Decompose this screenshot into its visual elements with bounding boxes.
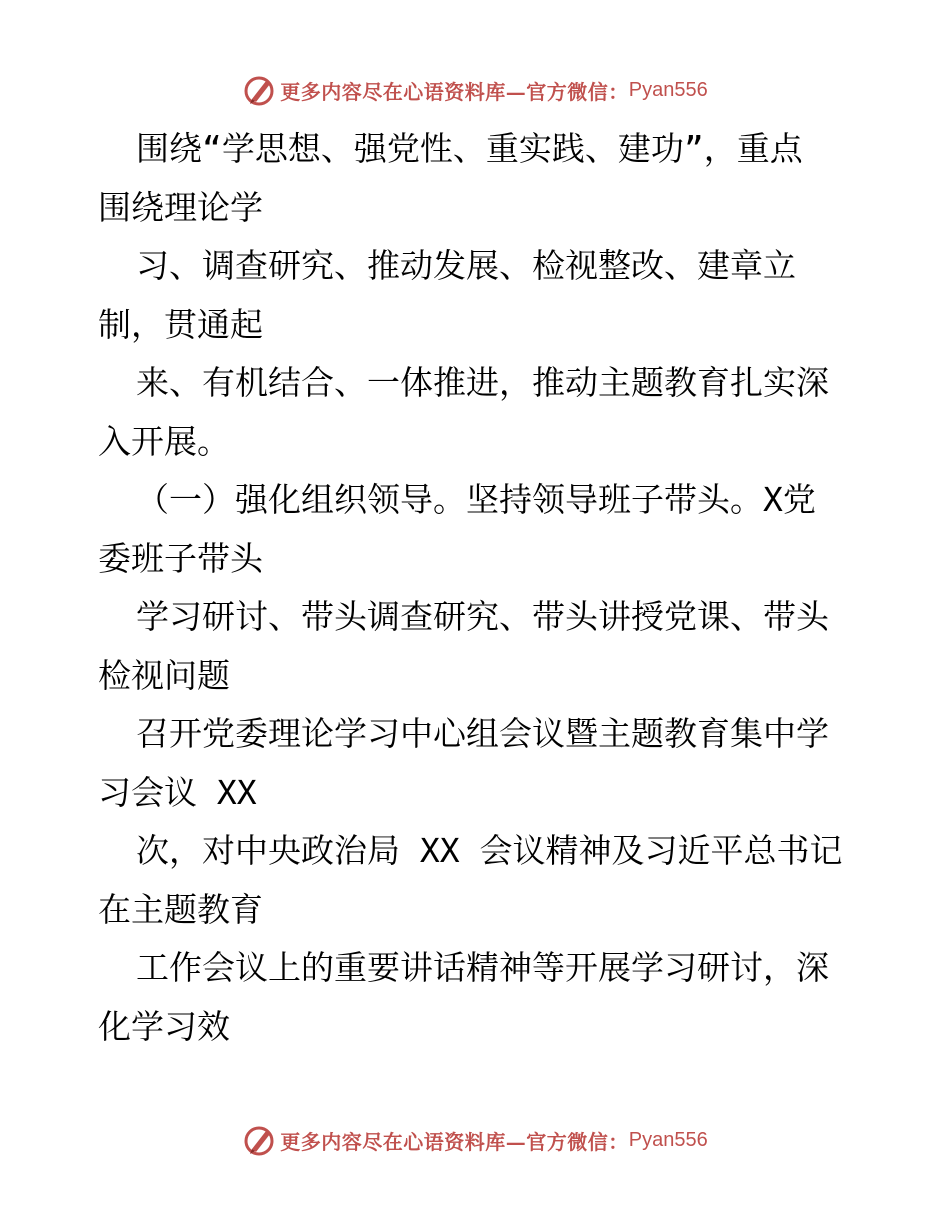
body-line: 工作会议上的重要讲话精神等开展学习研讨，深 — [136, 948, 829, 987]
body-line: 围绕“学思想、强党性、重实践、建功”，重点 — [136, 129, 803, 168]
body-line: 围绕理论学 — [98, 187, 263, 227]
body-line: 召开党委理论学习中心组会议暨主题教育集中学 — [136, 714, 829, 753]
body-line: 习会议 XX — [98, 772, 257, 812]
wechat-id: Pyan556 — [628, 78, 708, 101]
footer-banner — [0, 1120, 950, 1160]
body-line: （一）强化组织领导。坚持领导班子带头。X党 — [136, 480, 816, 519]
banner-text: 更多内容尽在心语资料库—官方微信： — [280, 79, 629, 104]
pen-logo-icon — [242, 73, 276, 107]
body-line: 来、有机结合、一体推进，推动主题教育扎实深 — [136, 363, 829, 402]
document-body — [98, 120, 858, 1056]
header-banner — [0, 70, 950, 110]
body-line: 习、调查研究、推动发展、检视整改、建章立 — [136, 246, 796, 285]
body-line: 在主题教育 — [98, 889, 263, 929]
banner-text: 更多内容尽在心语资料库—官方微信： — [280, 1129, 629, 1154]
body-line: 次，对中央政治局 XX 会议精神及习近平总书记 — [136, 831, 843, 870]
pen-logo-icon — [242, 1123, 276, 1157]
body-line: 学习研讨、带头调查研究、带头讲授党课、带头 — [136, 597, 829, 636]
body-line: 入开展。 — [98, 421, 230, 461]
wechat-id: Pyan556 — [628, 1128, 708, 1151]
body-line: 检视问题 — [98, 655, 230, 695]
body-line: 化学习效 — [98, 1006, 230, 1046]
body-line: 委班子带头 — [98, 538, 263, 578]
body-line: 制，贯通起 — [98, 304, 263, 344]
